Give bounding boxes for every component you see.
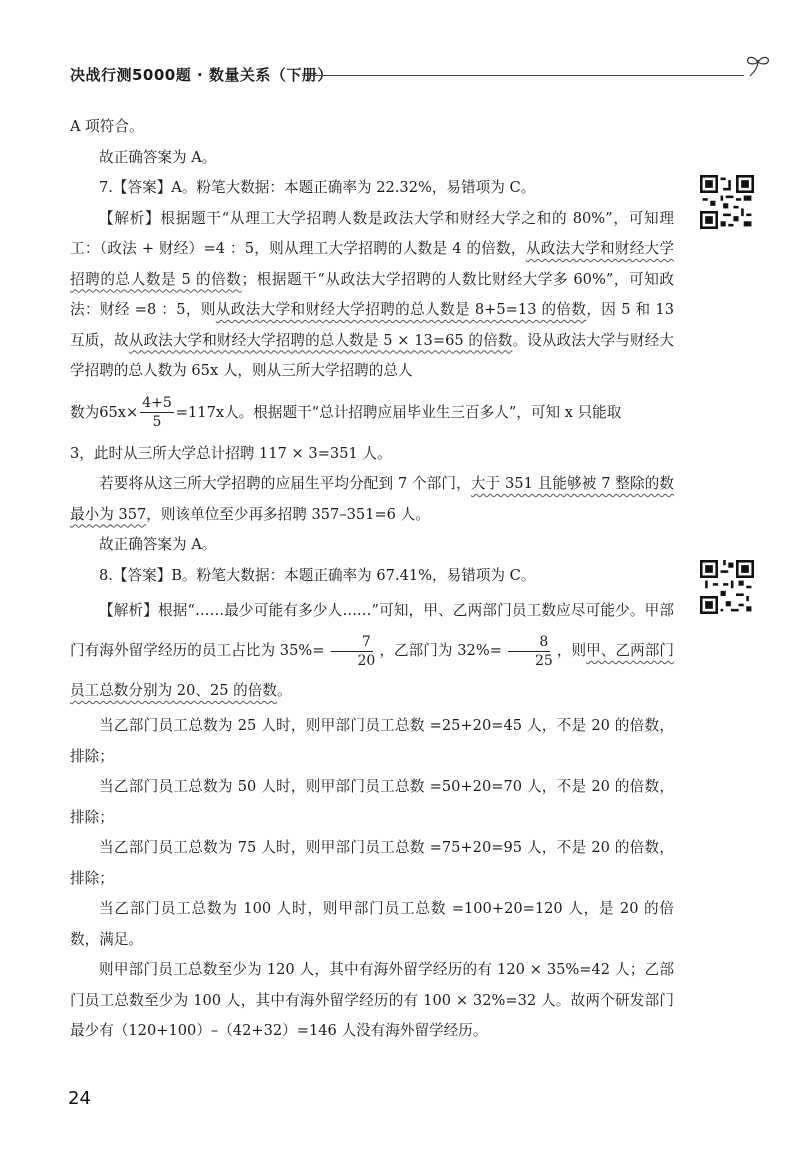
analysis-text: 数为65x× xyxy=(70,403,139,421)
q8-analysis xyxy=(70,591,674,711)
q7-answer: 7.【答案】A。粉笔大数据：本题正确率为 22.32%，易错项为 C。 xyxy=(99,179,536,196)
text-line: A 项符合。 xyxy=(70,118,144,135)
q7-conclusion xyxy=(70,469,674,530)
q8-answer: 8.【答案】B。粉笔大数据：本题正确率为 67.41%，易错项为 C。 xyxy=(99,566,536,584)
analysis-text: 。 xyxy=(276,682,292,699)
key-point: 甲、乙两部门员工总数分别为 20、25 的倍数 xyxy=(70,642,674,699)
case-line: 当乙部门员工总数为 25 人时，则甲部门员工总数 =25+20=45 人，不是 20 的倍数，排除； xyxy=(70,717,674,765)
analysis-text: 【解析】根据“……最少可能有多少人……”可知，甲、乙两部门员工数应尽可能少。甲部门有海外留学经历的员工占比为 35%= xyxy=(70,602,674,659)
book-title: 决战行测5000题 · 数量关系（下册） xyxy=(70,66,333,84)
analysis-text: 。设从政法大学与财经大学招聘的总人数为 65x 人，则从三所大学招聘的总人 xyxy=(70,331,674,379)
fraction-numerator: 8 xyxy=(508,633,550,652)
key-point: 大于 351 且能够被 7 整除的数最小为 357 xyxy=(70,475,674,523)
answer-line: 故正确答案为 A。 xyxy=(99,148,217,166)
header-rule xyxy=(302,75,744,76)
analysis-text: 【解析】根据题干“从理工大学招聘人数是政法大学和财经大学之和的 80%”，可知理工：（政法 + 财经）=4 ：5，则从理工大学招聘的人数是 4 的倍数， xyxy=(70,209,674,257)
analysis-text: ，乙部门为 32%= xyxy=(379,642,502,659)
q7-analysis xyxy=(70,204,674,387)
analysis-text: =117x人。根据题干“总计招聘应届毕业生三百多人”，可知 x 只能取 xyxy=(175,403,622,421)
analysis-text: 若要将从这三所大学招聘的应届生平均分配到 7 个部门， xyxy=(99,475,471,492)
q8-conclusion: 则甲部门员工总数至少为 120 人，其中有海外留学经历的有 120 × 35%=42 人；乙部门员工总数至少为 100 人，其中有海外留学经历的有 100 × 32%=32 人。故两个研发部门最少有（120+100）–（42+32）=146 人没有海外留学经历。 xyxy=(70,961,674,1039)
fraction-denominator: 5 xyxy=(152,414,162,430)
fraction-denominator: 25 xyxy=(534,652,553,669)
fraction xyxy=(326,633,377,670)
key-point: 从政法大学和财经大学招聘的总人数是 5 × 13=65 的倍数 xyxy=(128,331,513,349)
q7-formula-line xyxy=(70,387,674,439)
case-line: 当乙部门员工总数为 75 人时，则甲部门员工总数 =75+20=95 人，不是 20 的倍数，排除； xyxy=(70,839,674,887)
sprout-icon xyxy=(744,52,772,82)
running-header xyxy=(70,62,770,102)
analysis-text: ，则 xyxy=(556,642,587,659)
text-line: 3，此时从三所大学总计招聘 117 × 3=351 人。 xyxy=(70,444,392,462)
analysis-text: ，因 5 和 13 互质，故 xyxy=(70,301,674,349)
fraction xyxy=(504,633,555,670)
qr-code-q7[interactable] xyxy=(700,175,754,229)
fraction-denominator: 20 xyxy=(357,652,376,669)
answer-line: 故正确答案为 A。 xyxy=(99,536,217,553)
case-line: 当乙部门员工总数为 50 人时，则甲部门员工总数 =50+20=70 人，不是 20 的倍数，排除； xyxy=(70,778,674,826)
page-number: 24 xyxy=(68,1088,91,1109)
key-point: 从政法大学和财经大学招聘的总人数是 8+5=13 的倍数 xyxy=(215,301,587,318)
qr-code-q8[interactable] xyxy=(700,560,754,614)
analysis-text: ；根据题干“从政法大学招聘的人数比财经大学多 60%”，可知政法：财经 =8 ：5，则 xyxy=(70,270,674,318)
fraction-numerator: 7 xyxy=(331,633,373,652)
case-line: 当乙部门员工总数为 100 人时，则甲部门员工总数 =100+20=120 人，是 20 的倍数，满足。 xyxy=(70,900,674,948)
analysis-text: ，则该单位至少再多招聘 357–351=6 人。 xyxy=(146,505,430,523)
fraction-numerator: 4+5 xyxy=(142,395,172,411)
solution-body xyxy=(70,112,674,1047)
key-point: 从政法大学和财经大学招聘的总人数是 5 的倍数 xyxy=(70,240,674,288)
fraction xyxy=(140,394,174,431)
